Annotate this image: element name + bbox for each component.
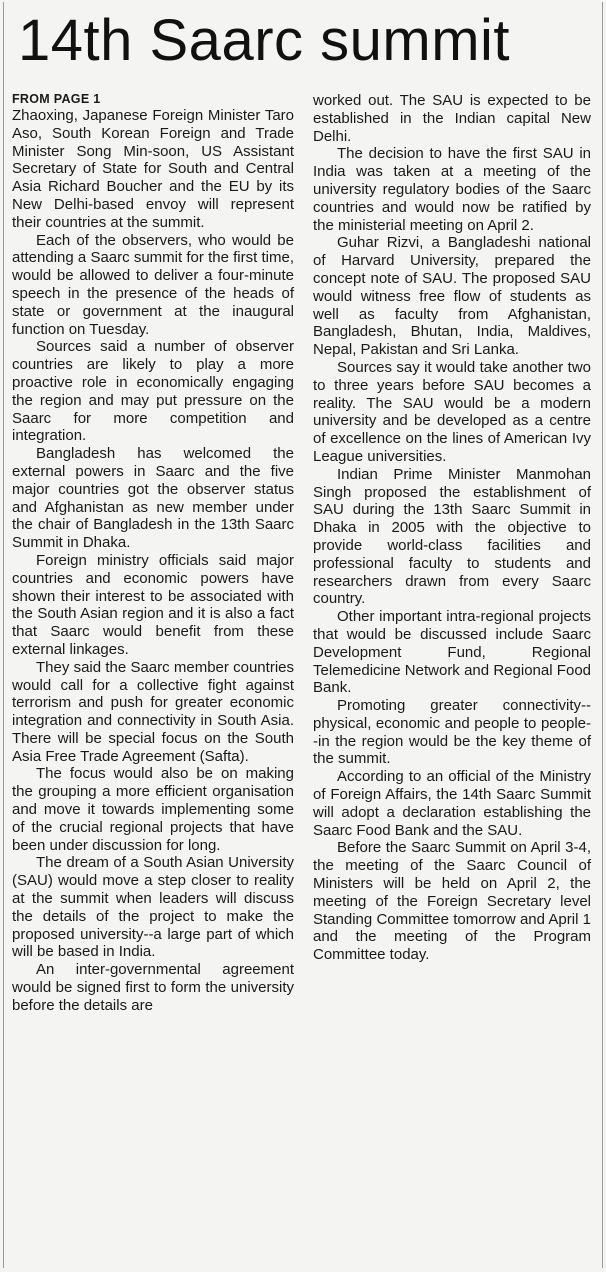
paragraph: The focus would also be on making the grouping a more efficient organisation and move it towards implementing some of the crucial regional projects that have been under discussion for long. bbox=[12, 765, 294, 854]
paragraph: Sources say it would take another two to three years before SAU becomes a reality. The SAU would be a modern university and be developed as a centre of excellence on the lines of American Ivy League universities. bbox=[313, 358, 591, 465]
dateline: FROM PAGE 1 bbox=[12, 92, 101, 106]
paragraph: Zhaoxing, Japanese Foreign Minister Taro Aso, South Korean Foreign and Trade Minister Song Min-soon, US Assistant Secretary of State for South and Central Asia Richard Boucher and the EU by its New Delhi-based envoy will represent their countries at the summit. bbox=[12, 107, 294, 231]
paragraph: Foreign ministry officials said major countries and economic powers have shown their interest to be associated with the South Asian region and it is also a fact that Saarc would benefit from these external linkages. bbox=[12, 551, 294, 658]
paragraph: They said the Saarc member countries would call for a collective fight against terrorism and push for greater economic integration and connectivity in South Asia. There will be special focus on the South Asia Free Trade Agreement (Safta). bbox=[12, 658, 294, 765]
paragraph: Promoting greater connectivity--physical, economic and people to people--in the region would be the key theme of the summit. bbox=[313, 697, 591, 768]
paragraph: Each of the observers, who would be attending a Saarc summit for the first time, would be allowed to deliver a four-minute speech in the presence of the heads of state or government at the inaugural function on Tuesday. bbox=[12, 231, 294, 338]
paragraph: Bangladesh has welcomed the external powers in Saarc and the five major countries got the observer status and Afghanistan as new member under the chair of Bangladesh in the 13th Saarc Summit in Dhaka. bbox=[12, 445, 294, 552]
headline: 14th Saarc summit bbox=[18, 8, 511, 73]
paragraph: The decision to have the first SAU in India was taken at a meeting of the university regulatory bodies of the Saarc countries and would now be ratified by the ministerial meeting on April 2. bbox=[313, 145, 591, 234]
paragraph: Other important intra-regional projects that would be discussed include Saarc Development Fund, Regional Telemedicine Network and Regional Food Bank. bbox=[313, 608, 591, 697]
article-column-left bbox=[12, 92, 294, 1015]
article-column-right bbox=[313, 92, 591, 964]
paragraph: An inter-governmental agreement would be signed first to form the university before the details are bbox=[12, 961, 294, 1014]
paragraph: Sources said a number of observer countries are likely to play a more proactive role in economically engaging the region and may put pressure on the Saarc for more competition and integration. bbox=[12, 338, 294, 445]
paragraph: Before the Saarc Summit on April 3-4, the meeting of the Saarc Council of Ministers will be held on April 2, the meeting of the Foreign Secretary level Standing Committee tomorrow and April 1 and the meeting of the Program Committee today. bbox=[313, 839, 591, 964]
paragraph: The dream of a South Asian University (SAU) would move a step closer to reality at the summit when leaders will discuss the details of the project to make the proposed university--a large part of which will be based in India. bbox=[12, 854, 294, 961]
paragraph: According to an official of the Ministry of Foreign Affairs, the 14th Saarc Summit will adopt a declaration establishing the Saarc Food Bank and the SAU. bbox=[313, 768, 591, 839]
paragraph: Guhar Rizvi, a Bangladeshi national of Harvard University, prepared the concept note of SAU. The proposed SAU would witness free flow of students as well as faculty from Afghanistan, Bangladesh, Bhutan, India, Maldives, Nepal, Pakistan and Sri Lanka. bbox=[313, 234, 591, 359]
paragraph: Indian Prime Minister Manmohan Singh proposed the establishment of SAU during the 13th Saarc Summit in Dhaka in 2005 with the objective to provide world-class facilities and professional faculty to students and researchers drawn from every Saarc country. bbox=[313, 465, 591, 608]
paragraph: worked out. The SAU is expected to be established in the Indian capital New Delhi. bbox=[313, 92, 591, 145]
